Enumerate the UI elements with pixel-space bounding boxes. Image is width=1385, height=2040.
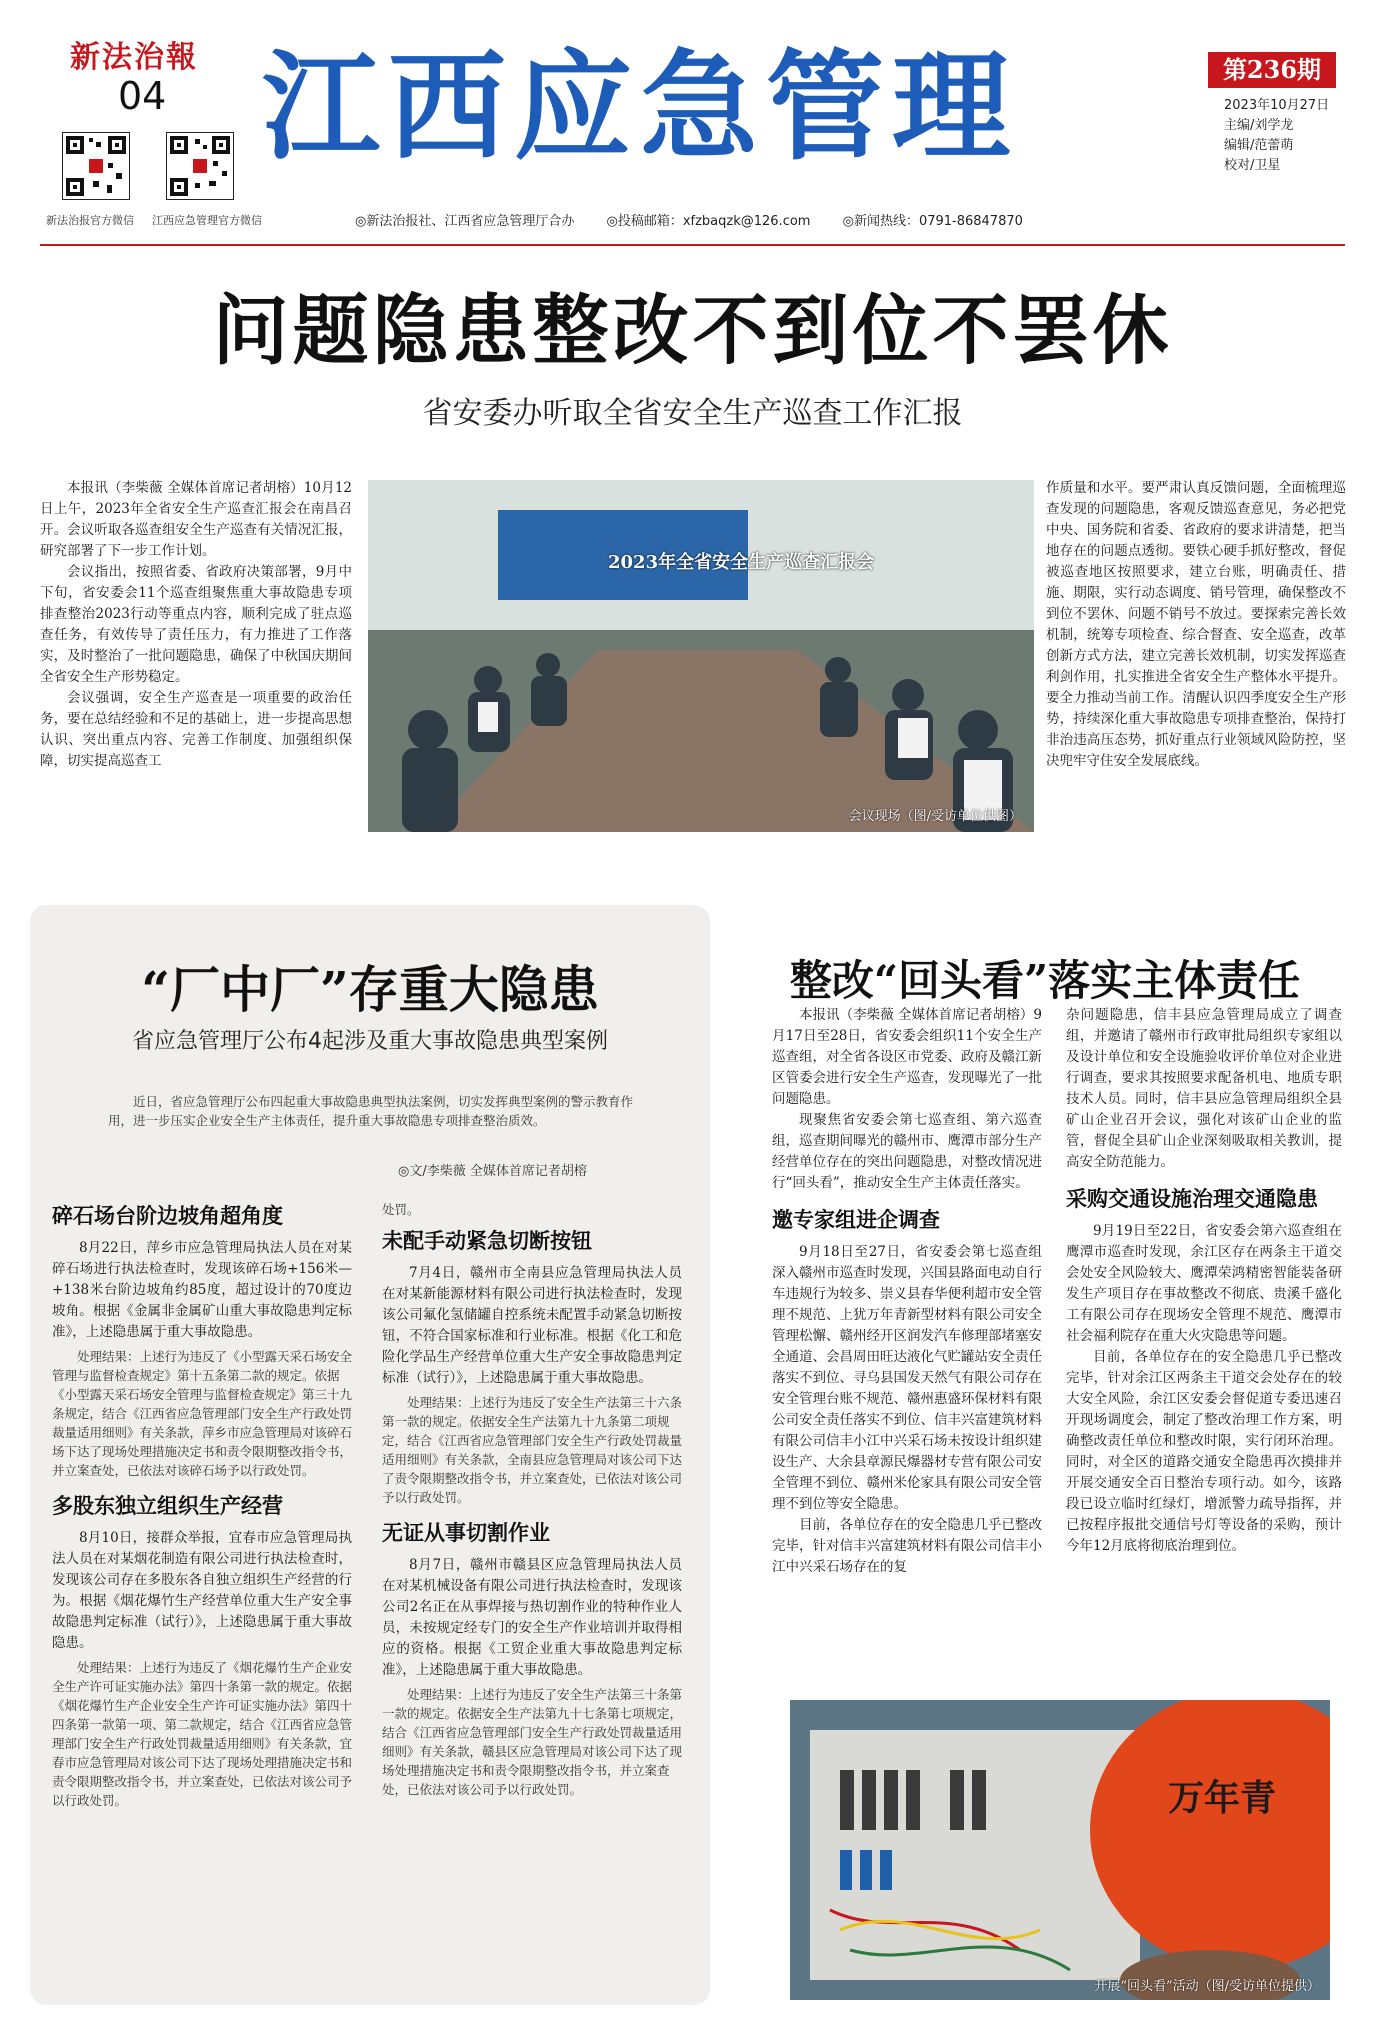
case-text: 8月22日，萍乡市应急管理局执法人员在对某碎石场进行执法检查时，发现该碎石场+156米—+138米台阶边坡角约85度，超过设计的70度边坡角。根据《金属非金属矿山重大事故隐患判定标准》，上述隐患属于重大事故隐患。: [52, 1240, 352, 1340]
case-column-right: [382, 1200, 682, 1799]
case-text: 7月4日，赣州市全南县应急管理局执法人员在对某新能源材料有限公司进行执法检查时，发现该公司氟化氢储罐自控系统未配置手动紧急切断按钮，不符合国家标准和行业标准。根据《化工和危险化学品生产经营单位重大生产安全事故隐患判定标准（试行）》，上述隐患属于重大事故隐患。: [382, 1265, 682, 1386]
case-result: [382, 1685, 682, 1799]
photo-banner-text: 2023年全省安全生产巡查汇报会: [608, 552, 875, 573]
editor-in-chief: 主编/刘学龙: [1224, 118, 1294, 133]
inspection-photo: [790, 1700, 1330, 2000]
article-body: [1066, 1221, 1342, 1557]
qr-code-icon: [166, 132, 234, 200]
lead-subheadline: 省安委办听取全省安全生产巡查工作汇报: [422, 396, 963, 431]
paragraph: 会议强调，安全生产巡查是一项重要的政治任务，要在总结经验和不足的基础上，进一步提高思想认识、突出重点内容、完善工作制度、加强组织保障，切实提高巡查工: [40, 690, 352, 769]
meeting-photo: [368, 480, 1034, 832]
case-result-text: 处理结果：上述行为违反了安全生产法第三十条第一款的规定。依据安全生产法第九十七条第七项规定，结合《江西省应急管理部门安全生产行政处罚裁量适用细则》有关条款，赣县区应急管理局对该公司下达了现场处理措施决定书和责令限期整改指令书，并立案查处，已依法对该公司予以行政处罚。: [382, 1687, 683, 1797]
article-body: [772, 1005, 1042, 1194]
proofreader: 校对/卫星: [1224, 158, 1281, 173]
paragraph: 目前，各单位存在的安全隐患几乎已整改完毕，针对信丰兴富建筑材料有限公司信丰小江中兴采石场存在的复: [772, 1517, 1042, 1575]
right-column-left: [772, 1005, 1042, 1578]
publisher-info: ◎新法治报社、江西省应急管理厅合办: [355, 214, 575, 229]
info-bar: [355, 210, 1051, 229]
masthead-title: 江西应急管理: [262, 37, 1019, 176]
lead-column-right: [1046, 478, 1346, 772]
intro-text: 近日，省应急管理厅公布四起重大事故隐患典型执法案例，切实发挥典型案例的警示教育作用，进一步压实企业安全生产主体责任，提升重大事故隐患专项排查整治质效。: [108, 1094, 634, 1128]
case-body: [382, 1555, 682, 1681]
feature-byline: ◎文/李柴薇 全媒体首席记者胡榕: [398, 1164, 587, 1179]
feature-intro: [108, 1092, 638, 1130]
page-number: 04: [118, 74, 167, 118]
qr-caption: 新法治报官方微信: [46, 214, 134, 227]
issue-date: 2023年10月27日: [1224, 98, 1330, 113]
case-text: 8月7日，赣州市赣县区应急管理局执法人员在对某机械设备有限公司进行执法检查时，发现该公司2名正在从事焊接与热切割作业的特种作业人员，未按规定经专门的安全生产作业培训并取得相应的资格。根据《工贸企业重大事故隐患判定标准》，上述隐患属于重大事故隐患。: [382, 1557, 682, 1678]
editor: 编辑/范蕾萌: [1224, 138, 1294, 153]
case-heading: 多股东独立组织生产经营: [52, 1494, 283, 1518]
feature-subtitle: 省应急管理厅公布4起涉及重大事故隐患典型案例: [132, 1029, 608, 1054]
paragraph: 作质量和水平。要严肃认真反馈问题，全面梳理巡查发现的问题隐患，客观反馈巡查意见，务必把党中央、国务院和省委、省政府的要求讲清楚，把当地存在的问题点透彻。要铁心硬手抓好整改，督促被巡查地区按照要求，建立台账，明确责任、措施、期限，实行动态调度、销号管理，确保整改不到位不罢休、问题不销号不放过。要探索完善长效机制，统筹专项检查、综合督查、安全巡查，改革创新方式方法，建立完善长效机制，切实发挥巡查利剑作用，扎实推进全省安全生产整体水平提升。要全力推动当前工作。清醒认识四季度安全生产形势，持续深化重大事故隐患专项排查整治，保持打非治违高压态势，抓好重点行业领域风险防控，坚决兜牢守住安全发展底线。: [1046, 480, 1346, 769]
section-heading: 邀专家组进企调查: [772, 1208, 940, 1232]
section-heading: 采购交通设施治理交通隐患: [1066, 1187, 1318, 1211]
paragraph: 9月19日至22日，省安委会第六巡查组在鹰潭市巡查时发现，余江区存在两条主干道交会处安全风险较大、鹰潭荣鸿精密智能装备研发生产项目存在事故整改不彻底、贵溪千盛化工有限公司存在现场安全管理不规范、鹰潭市社会福利院存在重大火灾隐患等问题。: [1066, 1223, 1342, 1344]
case-heading: 未配手动紧急切断按钮: [382, 1229, 592, 1253]
case-result-text: 处理结果：上述行为违反了安全生产法第三十六条第一款的规定。依据安全生产法第九十九条第二项规定，结合《江西省应急管理部门安全生产行政处罚裁量适用细则》有关条款，全南县应急管理局对该公司下达了责令限期整改指令书，并立案查处，已依法对该公司予以行政处罚。: [382, 1395, 683, 1505]
case-heading: 碎石场台阶边坡角超角度: [52, 1204, 283, 1228]
lead-headline: 问题隐患整改不到位不罢休: [212, 286, 1173, 375]
case-body: [52, 1528, 352, 1654]
paragraph: 9月18日至27日，省安委会第七巡查组深入赣州市巡查时发现，兴国县路面电动自行车违规行为较多、崇义县春华便利超市安全管理不规范、上犹万年青新型材料有限公司安全管理松懈、赣州经开区润发汽车修理部堵塞安全通道、会昌周田旺达液化气贮罐站安全责任落实不到位、寻乌县国发天然气有限公司存在安全管理台账不规范、赣州惠盛环保材料有限公司安全责任落实不到位、信丰兴富建筑材料有限公司信丰小江中兴采石场未按设计组织建设生产、大余县章源民爆器材专营有限公司安全管理不到位、赣州米伦家具有限公司安全管理不到位等安全隐患。: [772, 1244, 1042, 1512]
paragraph: 目前，各单位存在的安全隐患几乎已整改完毕，针对余江区两条主干道交会处存在的较大安全风险，余江区安委会督促道专委迅速召开现场调度会，制定了整改治理工作方案，明确整改责任单位和整改时限，实行闭环治理。同时，对全区的道路交通安全隐患再次摸排并开展交通安全百日整治专项行动。如今，该路段已设立临时红绿灯，增派警力疏导指挥，并已按程序报批交通信号灯等设备的采购，预计今年12月底将彻底治理到位。: [1066, 1349, 1342, 1554]
right-column-right: [1066, 1005, 1342, 1557]
qr-code-icon: [62, 132, 130, 200]
lead-column-left: [40, 478, 352, 772]
case-heading: 无证从事切割作业: [382, 1521, 550, 1545]
case-text: 8月10日，接群众举报，宜春市应急管理局执法人员在对某烟花制造有限公司进行执法检查时，发现该公司存在多股东各自独立组织生产经营的行为。根据《烟花爆竹生产经营单位重大生产安全事故隐患判定标准（试行）》，上述隐患属于重大事故隐患。: [52, 1530, 352, 1651]
paragraph: 本报讯（李柴薇 全媒体首席记者胡榕）9月17日至28日，省安委会组织11个安全生产巡查组，对全省各设区市党委、政府及赣江新区管委会进行安全生产巡查，发现曝光了一批问题隐患。: [772, 1007, 1042, 1107]
helmet-text: 万年青: [1168, 1777, 1277, 1819]
paragraph: 会议指出，按照省委、省政府决策部署，9月中下旬，省安委会11个巡查组聚焦重大事故隐患专项排查整治2023行动等重点内容，顺利完成了驻点巡查任务，有效传导了责任压力，有力推进了工作落实，及时整治了一批问题隐患，确保了中秋国庆期间全省安全生产形势稳定。: [40, 564, 352, 685]
case-body: [52, 1238, 352, 1343]
case-body: [382, 1263, 682, 1389]
case-result-text: 处理结果：上述行为违反了《烟花爆竹生产企业安全生产许可证实施办法》第四十条第一款的规定。依据《烟花爆竹生产企业安全生产许可证实施办法》第四十四条第一款第一项、第二款规定，结合《江西省应急管理部门安全生产行政处罚裁量适用细则》有关条款，宜春市应急管理局对该公司下达了现场处理措施决定书和责令限期整改指令书，并立案查处，已依法对该公司予以行政处罚。: [52, 1660, 353, 1808]
qr-caption: 江西应急管理官方微信: [152, 214, 262, 227]
submission-email: ◎投稿邮箱：xfzbaqzk@126.com: [606, 214, 811, 229]
right-feature-title: 整改“回头看”落实主体责任: [789, 956, 1301, 1005]
issue-badge: 第236期: [1208, 52, 1336, 88]
case-result-text: 处理结果：上述行为违反了《小型露天采石场安全管理与监督检查规定》第十五条第二款的规定。依据《小型露天采石场安全管理与监督检查规定》第三十九条规定，结合《江西省应急管理部门安全生产行政处罚裁量适用细则》有关条款，萍乡市应急管理局对该碎石场下达了现场处理措施决定书和责令限期整改指令书，并立案查处，已依法对该碎石场予以行政处罚。: [52, 1349, 353, 1478]
article-body: [772, 1242, 1042, 1578]
feature-title: “厂中厂”存重大隐患: [141, 960, 599, 1019]
paragraph: 杂问题隐患，信丰县应急管理局成立了调查组，并邀请了赣州市行政审批局组织专家组以及设计单位和安全设施验收评价单位对企业进行调查，要求其按照要求配备机电、地质专职技术人员。同时，信丰县应急管理局组织全县矿山企业召开会议，强化对该矿山企业的监管，督促全县矿山企业深刻吸取相关教训，提高安全防范能力。: [1066, 1007, 1342, 1170]
paragraph: 现聚焦省安委会第七巡查组、第六巡查组，巡查期间曝光的赣州市、鹰潭市部分生产经营单位存在的突出问题隐患，对整改情况进行“回头看”，推动安全生产主体责任落实。: [772, 1112, 1042, 1191]
photo-caption: 会议现场（图/受访单位供图）: [848, 809, 1022, 824]
case-result: [52, 1347, 352, 1480]
photo-caption: 开展“回头看”活动（图/受访单位提供）: [1094, 1979, 1320, 1994]
masthead-divider: [40, 244, 1345, 246]
newspaper-logo: 新法治報: [70, 40, 198, 75]
case-result: [52, 1658, 352, 1810]
case-result: [382, 1393, 682, 1507]
paragraph: 本报讯（李柴薇 全媒体首席记者胡榕）10月12日上午，2023年全省安全生产巡查汇报会在南昌召开。会议听取各巡查组安全生产巡查有关情况汇报，研究部署了下一步工作计划。: [40, 480, 352, 559]
case-column-left: [52, 1200, 352, 1810]
case-carryover: 处罚。: [382, 1202, 420, 1217]
news-hotline: ◎新闻热线：0791-86847870: [842, 214, 1023, 229]
article-body: [1066, 1005, 1342, 1173]
